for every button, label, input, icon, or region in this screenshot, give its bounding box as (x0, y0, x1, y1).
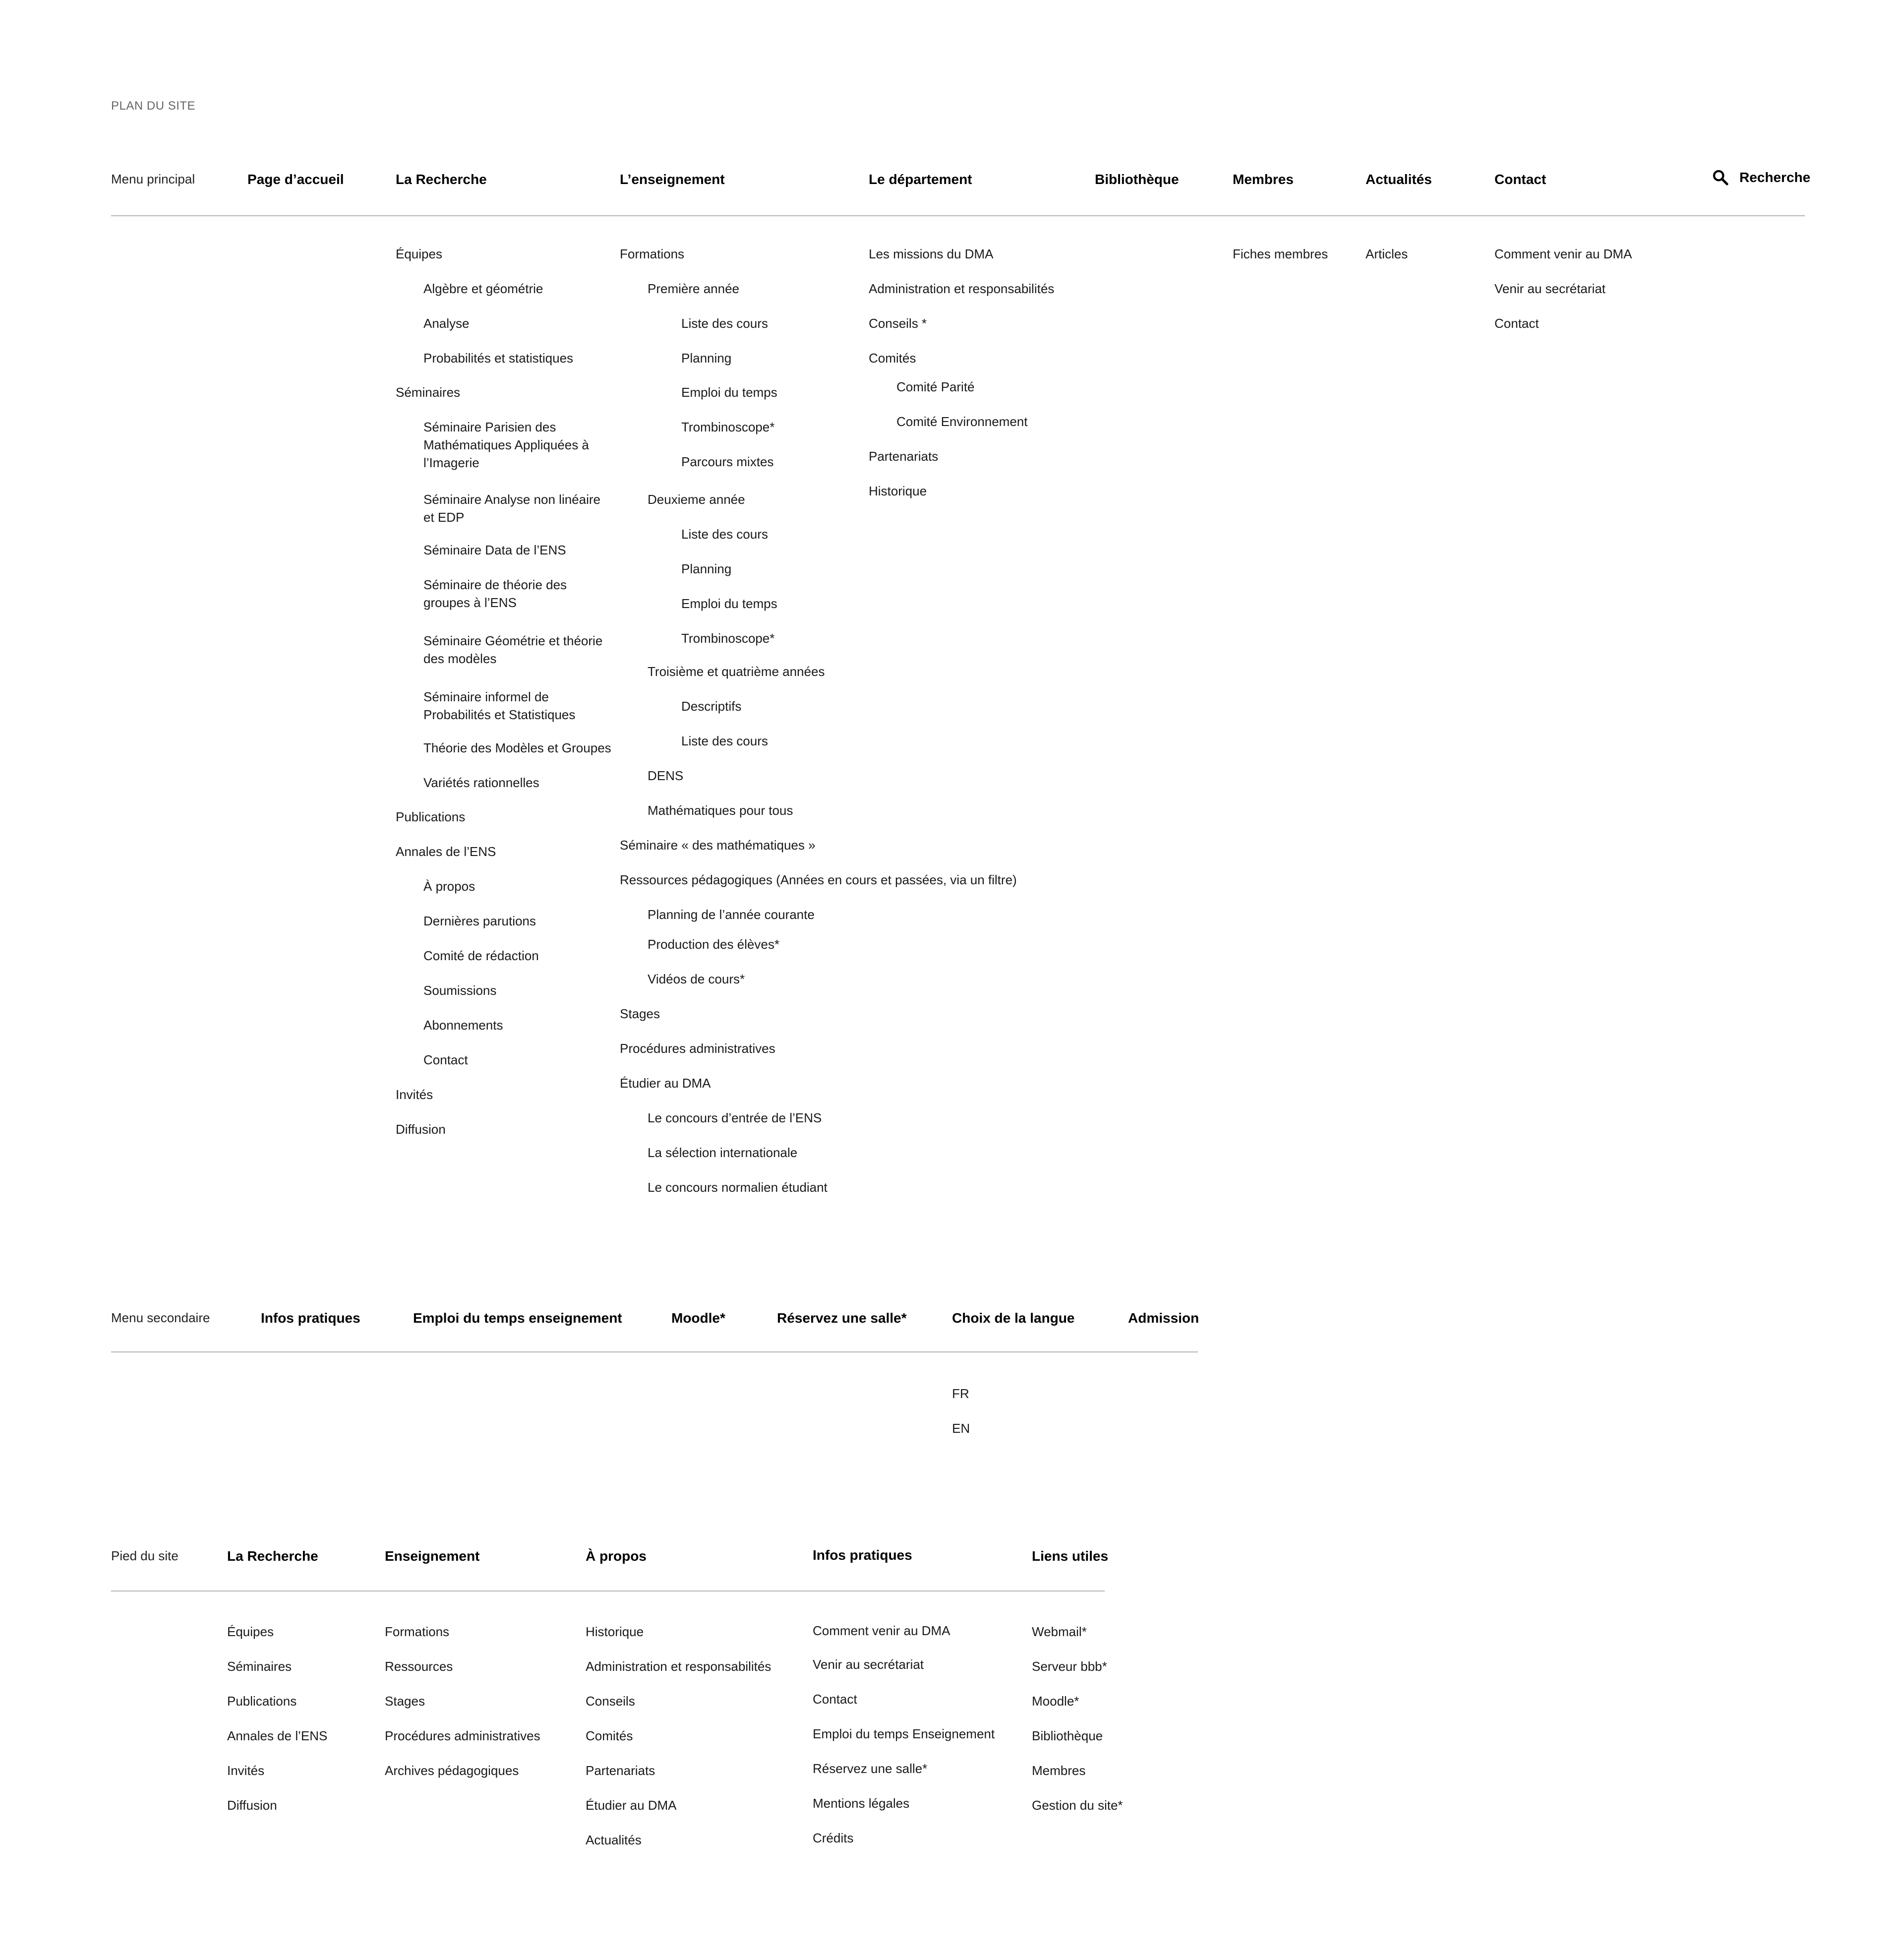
footer-link-historique[interactable]: Historique (586, 1624, 644, 1639)
main-menu-link-equipes[interactable]: Équipes (396, 246, 442, 261)
main-menu-link-comite-environnement[interactable]: Comité Environnement (896, 414, 1028, 429)
main-menu-link-troisieme-et-quatrieme-annees[interactable]: Troisième et quatrième années (648, 664, 825, 679)
main-menu-link-comite-de-redaction[interactable]: Comité de rédaction (423, 948, 539, 963)
main-menu-link-annales-de-l-ens[interactable]: Annales de l’ENS (396, 844, 496, 859)
main-menu-heading-departement[interactable]: Le département (869, 172, 972, 187)
main-menu-link-descriptifs[interactable]: Descriptifs (681, 699, 742, 714)
main-menu-heading-home[interactable]: Page d’accueil (247, 172, 344, 187)
footer-link-comment-venir-au-dma[interactable]: Comment venir au DMA (813, 1623, 951, 1638)
main-menu-link-varietes-rationnelles[interactable]: Variétés rationnelles (423, 775, 539, 790)
footer-link-contact[interactable]: Contact (813, 1692, 857, 1707)
footer-link-serveur-bbb[interactable]: Serveur bbb* (1032, 1659, 1107, 1674)
secondary-menu-link-en[interactable]: EN (952, 1421, 970, 1436)
main-menu-link-mathematiques-pour-tous[interactable]: Mathématiques pour tous (648, 803, 793, 818)
main-menu-link-le-concours-normalien-etudiant[interactable]: Le concours normalien étudiant (648, 1180, 828, 1195)
main-menu-heading-enseignement[interactable]: L’enseignement (620, 172, 725, 187)
secondary-menu-divider (111, 1351, 1198, 1352)
footer-link-conseils[interactable]: Conseils (586, 1694, 635, 1709)
main-menu-divider (111, 215, 1805, 216)
main-menu-heading-contact[interactable]: Contact (1494, 172, 1547, 187)
footer-link-ressources[interactable]: Ressources (385, 1659, 453, 1674)
main-menu-link-administration-et-responsabilites[interactable]: Administration et responsabilités (869, 281, 1055, 296)
secondary-menu-heading-moodle[interactable]: Moodle* (671, 1310, 725, 1326)
search-label: Recherche (1739, 170, 1811, 185)
main-menu-link-parcours-mixtes[interactable]: Parcours mixtes (681, 454, 774, 469)
main-menu-link-dernieres-parutions[interactable]: Dernières parutions (423, 914, 536, 928)
secondary-menu-heading-langue[interactable]: Choix de la langue (952, 1310, 1075, 1326)
main-menu-link-emploi-du-temps[interactable]: Emploi du temps (681, 385, 777, 400)
main-menu-link-seminaire-parisien-des-mathematiques-appliquees-a-l-imagerie[interactable]: Séminaire Parisien des Mathématiques Appliquées à l’Imagerie (423, 420, 589, 470)
main-menu-link-emploi-du-temps[interactable]: Emploi du temps (681, 596, 777, 611)
footer-link-webmail[interactable]: Webmail* (1032, 1624, 1087, 1639)
main-menu-link-venir-au-secretariat[interactable]: Venir au secrétariat (1494, 281, 1606, 296)
main-menu-heading-actualites[interactable]: Actualités (1366, 172, 1432, 187)
main-menu-link-fiches-membres[interactable]: Fiches membres (1233, 246, 1328, 261)
main-menu-link-liste-des-cours[interactable]: Liste des cours (681, 527, 768, 542)
footer-label: Pied du site (111, 1548, 178, 1563)
main-menu-link-comites[interactable]: Comités (869, 351, 916, 366)
main-menu-link-contact[interactable]: Contact (1494, 316, 1539, 331)
main-menu-heading-recherche[interactable]: La Recherche (396, 172, 487, 187)
footer-link-annales-de-l-ens[interactable]: Annales de l’ENS (227, 1728, 328, 1743)
secondary-menu-heading-edt[interactable]: Emploi du temps enseignement (413, 1310, 622, 1326)
main-menu-link-analyse[interactable]: Analyse (423, 316, 470, 331)
main-menu-link-planning-de-l-annee-courante[interactable]: Planning de l’année courante (648, 907, 815, 922)
footer-link-stages[interactable]: Stages (385, 1694, 425, 1709)
main-menu-link-algebre-et-geometrie[interactable]: Algèbre et géométrie (423, 281, 543, 296)
main-menu-link-seminaire-analyse-non-lineaire-et-edp[interactable]: Séminaire Analyse non linéaire et EDP (423, 492, 600, 525)
main-menu-link-ressources-pedagogiques-annees-en-cours-et-passees-via-un-filtre[interactable]: Ressources pédagogiques (Années en cours et passées, via un filtre) (620, 872, 1017, 887)
footer-link-partenariats[interactable]: Partenariats (586, 1763, 655, 1778)
page-title: PLAN DU SITE (111, 99, 196, 113)
main-menu-link-liste-des-cours[interactable]: Liste des cours (681, 734, 768, 748)
main-menu-link-invites[interactable]: Invités (396, 1087, 433, 1102)
main-menu-link-seminaire-des-mathematiques[interactable]: Séminaire « des mathématiques » (620, 838, 816, 853)
main-menu-link-seminaires[interactable]: Séminaires (396, 385, 461, 400)
main-menu-link-stages[interactable]: Stages (620, 1006, 660, 1021)
main-menu-link-formations[interactable]: Formations (620, 246, 685, 261)
footer-heading-f-enseignement[interactable]: Enseignement (385, 1548, 480, 1564)
main-menu-link-soumissions[interactable]: Soumissions (423, 983, 497, 998)
footer-heading-f-liens[interactable]: Liens utiles (1032, 1548, 1109, 1564)
main-menu-link-theorie-des-modeles-et-groupes[interactable]: Théorie des Modèles et Groupes (423, 740, 611, 755)
main-menu-link-seminaire-informel-de-probabilites-et-statistiques[interactable]: Séminaire informel de Probabilités et Statistiques (423, 689, 576, 722)
footer-link-membres[interactable]: Membres (1032, 1763, 1086, 1778)
footer-link-formations[interactable]: Formations (385, 1624, 450, 1639)
footer-link-comites[interactable]: Comités (586, 1728, 633, 1743)
main-menu-link-comite-parite[interactable]: Comité Parité (896, 379, 975, 394)
main-menu-link-planning[interactable]: Planning (681, 351, 732, 366)
main-menu-link-trombinoscope[interactable]: Trombinoscope* (681, 420, 775, 434)
main-menu-link-contact[interactable]: Contact (423, 1052, 468, 1067)
main-menu-link-le-concours-d-entree-de-l-ens[interactable]: Le concours d’entrée de l’ENS (648, 1110, 822, 1125)
main-menu-label: Menu principal (111, 172, 195, 186)
main-menu-heading-bibliotheque[interactable]: Bibliothèque (1095, 172, 1179, 187)
main-menu-link-videos-de-cours[interactable]: Vidéos de cours* (648, 972, 745, 986)
footer-link-seminaires[interactable]: Séminaires (227, 1659, 292, 1674)
footer-link-gestion-du-site[interactable]: Gestion du site* (1032, 1798, 1123, 1813)
main-menu-link-dens[interactable]: DENS (648, 768, 684, 783)
main-menu-link-planning[interactable]: Planning (681, 561, 732, 576)
main-menu-link-liste-des-cours[interactable]: Liste des cours (681, 316, 768, 331)
footer-link-moodle[interactable]: Moodle* (1032, 1694, 1079, 1709)
main-menu-link-procedures-administratives[interactable]: Procédures administratives (620, 1041, 775, 1056)
main-menu-link-historique[interactable]: Historique (869, 484, 927, 498)
main-menu-heading-membres[interactable]: Membres (1233, 172, 1294, 187)
main-menu-link-deuxieme-annee[interactable]: Deuxieme année (648, 492, 745, 507)
footer-link-diffusion[interactable]: Diffusion (227, 1798, 277, 1813)
secondary-menu-heading-salle[interactable]: Réservez une salle* (777, 1310, 907, 1326)
footer-link-administration-et-responsabilites[interactable]: Administration et responsabilités (586, 1659, 772, 1674)
footer-link-equipes[interactable]: Équipes (227, 1624, 274, 1639)
footer-heading-f-apropos[interactable]: À propos (586, 1548, 647, 1564)
footer-heading-f-infos[interactable]: Infos pratiques (813, 1547, 912, 1563)
secondary-menu-link-fr[interactable]: FR (952, 1386, 969, 1401)
main-menu-link-comment-venir-au-dma[interactable]: Comment venir au DMA (1494, 246, 1632, 261)
footer-link-credits[interactable]: Crédits (813, 1831, 854, 1845)
main-menu-link-abonnements[interactable]: Abonnements (423, 1018, 503, 1033)
main-menu-link-diffusion[interactable]: Diffusion (396, 1122, 446, 1137)
main-menu-link-seminaire-data-de-l-ens[interactable]: Séminaire Data de l’ENS (423, 543, 566, 557)
main-menu-link-articles[interactable]: Articles (1366, 246, 1408, 261)
main-menu-link-etudier-au-dma[interactable]: Étudier au DMA (620, 1076, 711, 1091)
main-menu-link-les-missions-du-dma[interactable]: Les missions du DMA (869, 246, 994, 261)
secondary-menu-heading-infos[interactable]: Infos pratiques (261, 1310, 360, 1326)
search-icon (1712, 169, 1728, 185)
footer-link-bibliotheque[interactable]: Bibliothèque (1032, 1728, 1103, 1743)
footer-link-archives-pedagogiques[interactable]: Archives pédagogiques (385, 1763, 519, 1778)
main-menu-link-probabilites-et-statistiques[interactable]: Probabilités et statistiques (423, 351, 574, 366)
secondary-menu-label: Menu secondaire (111, 1310, 210, 1325)
footer-divider (111, 1590, 1105, 1591)
main-menu-link-premiere-annee[interactable]: Première année (648, 281, 739, 296)
footer-heading-f-recherche[interactable]: La Recherche (227, 1548, 318, 1564)
footer-link-emploi-du-temps-enseignement[interactable]: Emploi du temps Enseignement (813, 1726, 995, 1741)
footer-link-mentions-legales[interactable]: Mentions légales (813, 1796, 910, 1811)
main-menu-link-seminaire-de-theorie-des-groupes-a-l-ens[interactable]: Séminaire de théorie des groupes à l’ENS (423, 577, 567, 610)
footer-link-etudier-au-dma[interactable]: Étudier au DMA (586, 1798, 677, 1813)
footer-link-venir-au-secretariat[interactable]: Venir au secrétariat (813, 1657, 924, 1672)
main-menu-link-la-selection-internationale[interactable]: La sélection internationale (648, 1145, 798, 1160)
secondary-menu-heading-admission[interactable]: Admission (1128, 1310, 1199, 1326)
footer-link-procedures-administratives[interactable]: Procédures administratives (385, 1728, 540, 1743)
main-menu-link-seminaire-geometrie-et-theorie-des-modeles[interactable]: Séminaire Géométrie et théorie des modèles (423, 633, 603, 666)
main-menu-link-a-propos[interactable]: À propos (423, 879, 476, 894)
main-menu-link-production-des-eleves[interactable]: Production des élèves* (648, 937, 779, 952)
footer-link-publications[interactable]: Publications (227, 1694, 297, 1709)
main-menu-link-conseils[interactable]: Conseils * (869, 316, 927, 331)
main-menu-link-partenariats[interactable]: Partenariats (869, 449, 939, 464)
main-menu-link-trombinoscope[interactable]: Trombinoscope* (681, 631, 775, 646)
footer-link-reservez-une-salle[interactable]: Réservez une salle* (813, 1761, 928, 1776)
footer-link-actualites[interactable]: Actualités (586, 1833, 642, 1847)
footer-link-invites[interactable]: Invités (227, 1763, 265, 1778)
main-menu-link-publications[interactable]: Publications (396, 809, 466, 824)
